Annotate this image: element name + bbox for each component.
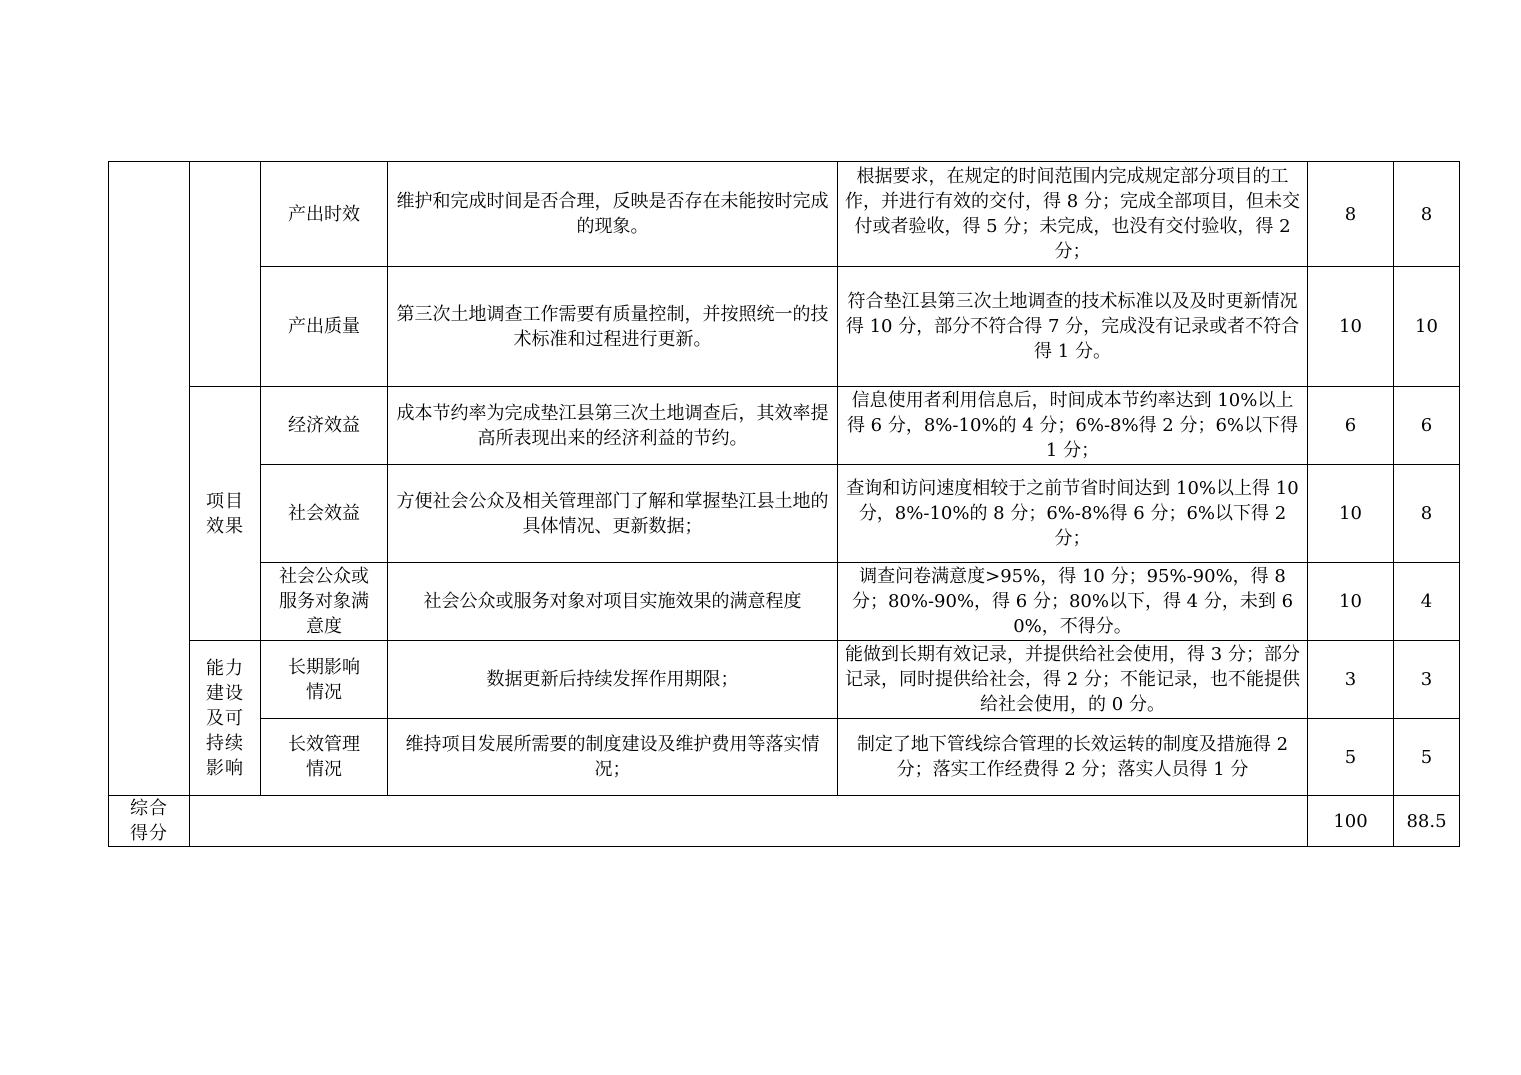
standard-cell: 根据要求，在规定的时间范围内完成规定部分项目的工作，并进行有效的交付，得 8 分；完成全部项目，但未交付或者验收，得 5 分；未完成，也没有交付验收，得 2 分； [838,162,1308,267]
subcategory-cell [190,162,261,387]
table-row [109,719,1460,796]
standard-cell: 符合垫江县第三次土地调查的技术标准以及及时更新情况得 10 分，部分不符合得 7 分，完成没有记录或者不符合得 1 分。 [838,267,1308,387]
indicator-cell: 长效管理情况 [261,719,388,796]
description-cell: 第三次土地调查工作需要有质量控制，并按照统一的技术标准和过程进行更新。 [388,267,838,387]
table-row [109,641,1460,719]
standard-cell: 信息使用者利用信息后，时间成本节约率达到 10%以上得 6 分，8%-10%的 4 分；6%-8%得 2 分；6%以下得 1 分； [838,387,1308,465]
indicator-cell: 社会效益 [261,465,388,563]
full-score-cell: 10 [1308,465,1394,563]
description-cell: 社会公众或服务对象对项目实施效果的满意程度 [388,563,838,641]
full-score-cell: 3 [1308,641,1394,719]
indicator-cell: 经济效益 [261,387,388,465]
full-score-cell: 10 [1308,563,1394,641]
table-row [109,267,1460,387]
indicator-cell: 社会公众或服务对象满意度 [261,563,388,641]
table-row [109,563,1460,641]
indicator-cell: 产出时效 [261,162,388,267]
standard-cell: 能做到长期有效记录，并提供给社会使用，得 3 分；部分记录，同时提供给社会，得 2 分；不能记录，也不能提供给社会使用，的 0 分。 [838,641,1308,719]
description-cell: 成本节约率为完成垫江县第三次土地调查后，其效率提高所表现出来的经济利益的节约。 [388,387,838,465]
description-cell: 方便社会公众及相关管理部门了解和掌握垫江县土地的具体情况、更新数据； [388,465,838,563]
table-row [109,162,1460,267]
standard-cell: 查询和访问速度相较于之前节省时间达到 10%以上得 10 分，8%-10%的 8 分；6%-8%得 6 分；6%以下得 2 分； [838,465,1308,563]
category-effect: 项目效果 [190,387,261,641]
table-row [109,387,1460,465]
full-score-cell: 10 [1308,267,1394,387]
score-cell: 10 [1394,267,1460,387]
total-empty-cell [190,796,1308,847]
total-label: 综合得分 [109,796,190,847]
total-full-score: 100 [1308,796,1394,847]
full-score-cell: 8 [1308,162,1394,267]
score-cell: 8 [1394,465,1460,563]
full-score-cell: 6 [1308,387,1394,465]
table-row [109,465,1460,563]
standard-cell: 调查问卷满意度>95%，得 10 分；95%-90%，得 8 分；80%-90%，得 6 分；80%以下，得 4 分，未到 60%，不得分。 [838,563,1308,641]
description-cell: 维护和完成时间是否合理，反映是否存在未能按时完成的现象。 [388,162,838,267]
indicator-cell: 产出质量 [261,267,388,387]
description-cell: 维持项目发展所需要的制度建设及维护费用等落实情况； [388,719,838,796]
score-cell: 6 [1394,387,1460,465]
total-row [109,796,1460,847]
score-cell: 4 [1394,563,1460,641]
score-cell: 5 [1394,719,1460,796]
total-score: 88.5 [1394,796,1460,847]
evaluation-table [108,161,1460,847]
category-capacity: 能力建设及可持续影响 [190,641,261,796]
score-cell: 3 [1394,641,1460,719]
standard-cell: 制定了地下管线综合管理的长效运转的制度及措施得 2 分；落实工作经费得 2 分；落实人员得 1 分 [838,719,1308,796]
indicator-cell: 长期影响情况 [261,641,388,719]
description-cell: 数据更新后持续发挥作用期限； [388,641,838,719]
full-score-cell: 5 [1308,719,1394,796]
outer-category-cell [109,162,190,796]
score-cell: 8 [1394,162,1460,267]
